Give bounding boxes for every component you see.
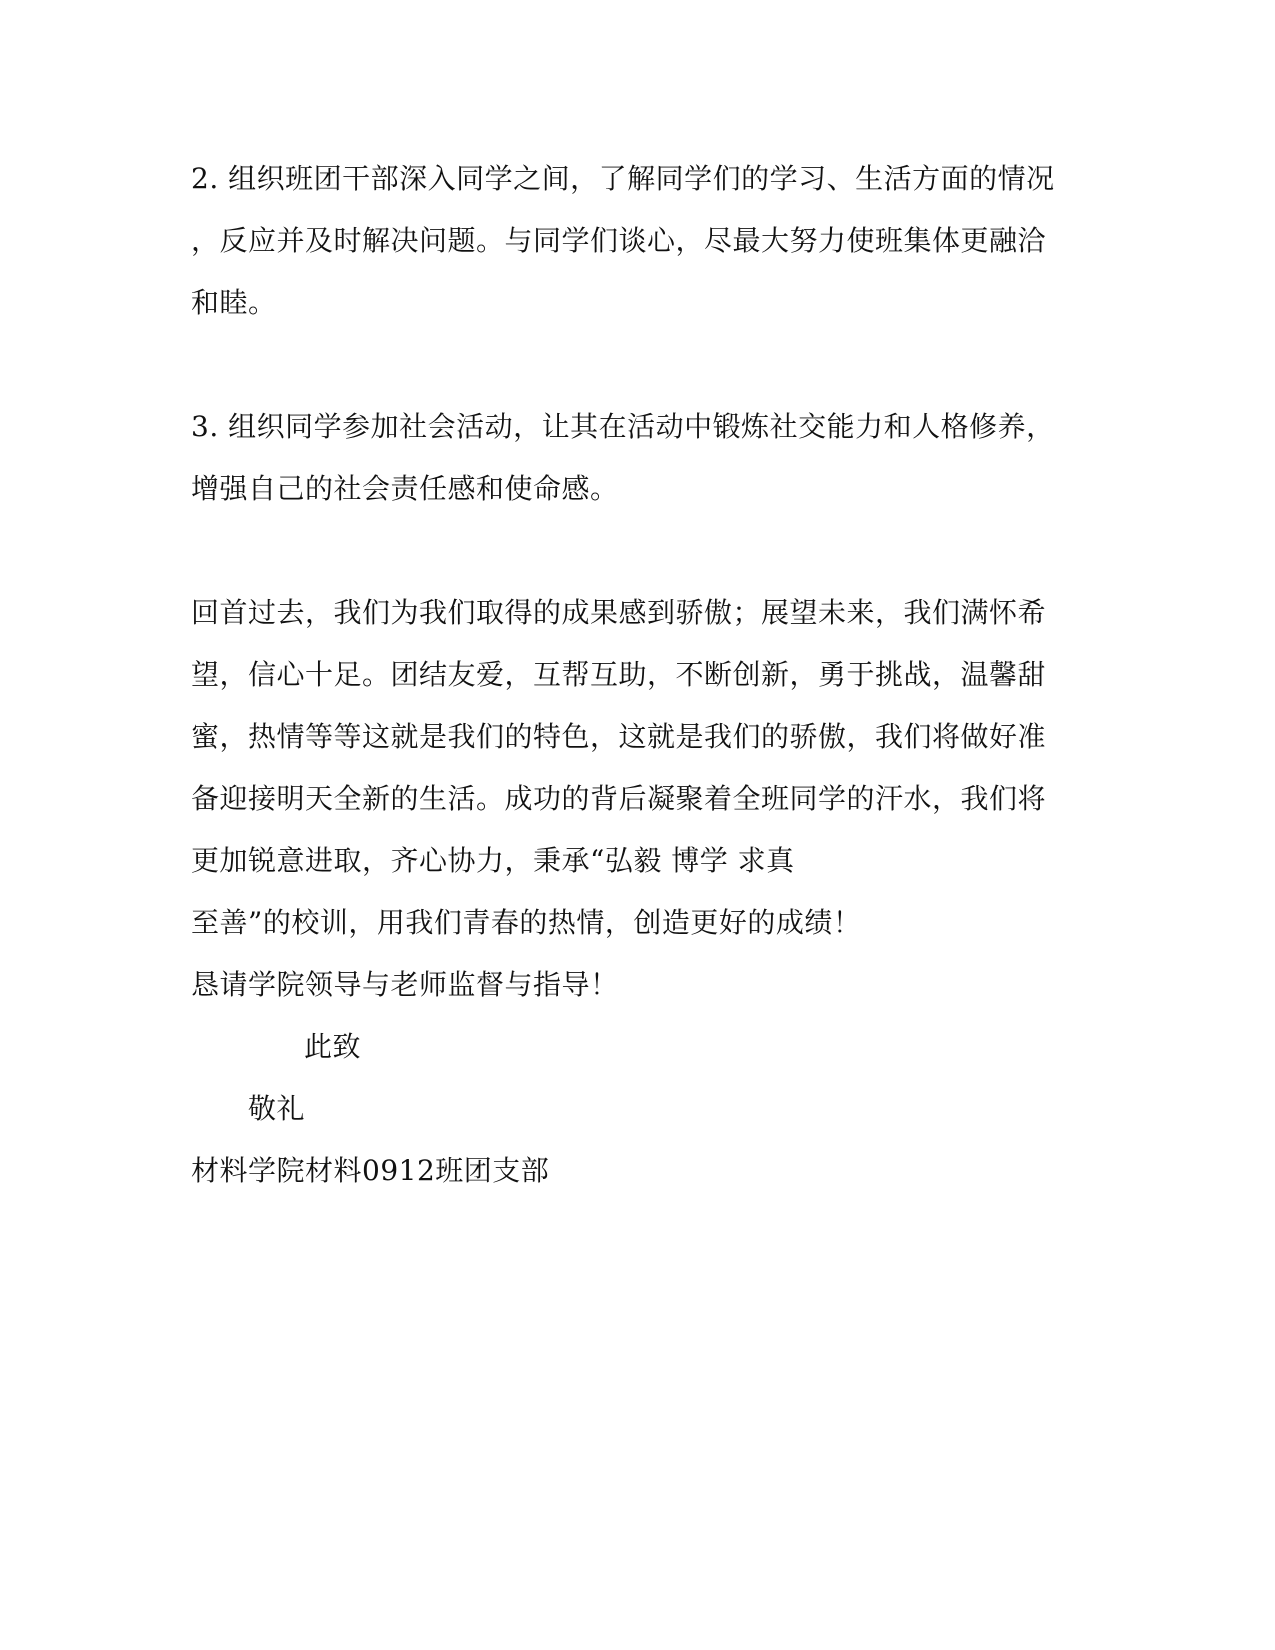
- salutation-ci-zhi: 此致: [304, 1030, 362, 1063]
- closing-line2: 望，信心十足。团结友爱，互帮互助，不断创新，勇于挑战，温馨甜: [191, 658, 1047, 691]
- closing-line3: 蜜，热情等等这就是我们的特色，这就是我们的骄傲，我们将做好准: [191, 720, 1047, 753]
- item3-line1: 3. 组织同学参加社会活动，让其在活动中锻炼社交能力和人格修养，: [191, 410, 1055, 443]
- closing-line4: 备迎接明天全新的生活。成功的背后凝聚着全班同学的汗水，我们将: [191, 782, 1047, 815]
- item2-line3: 和睦。: [191, 286, 277, 319]
- request-line: 恳请学院领导与老师监督与指导！: [191, 968, 619, 1001]
- item2-line2: ，反应并及时解决问题。与同学们谈心，尽最大努力使班集体更融洽: [191, 224, 1047, 257]
- closing-line6: 至善”的校训，用我们青春的热情，创造更好的成绩！: [191, 906, 862, 939]
- closing-line1: 回首过去，我们为我们取得的成果感到骄傲；展望未来，我们满怀希: [191, 596, 1047, 629]
- item3-line2: 增强自己的社会责任感和使命感。: [191, 472, 619, 505]
- signature: 材料学院材料0912班团支部: [191, 1154, 550, 1187]
- salutation-jing-li: 敬礼: [248, 1092, 306, 1125]
- closing-line5: 更加锐意进取，齐心协力，秉承“弘毅 博学 求真: [191, 844, 795, 877]
- item2-line1: 2. 组织班团干部深入同学之间，了解同学们的学习、生活方面的情况: [191, 162, 1055, 195]
